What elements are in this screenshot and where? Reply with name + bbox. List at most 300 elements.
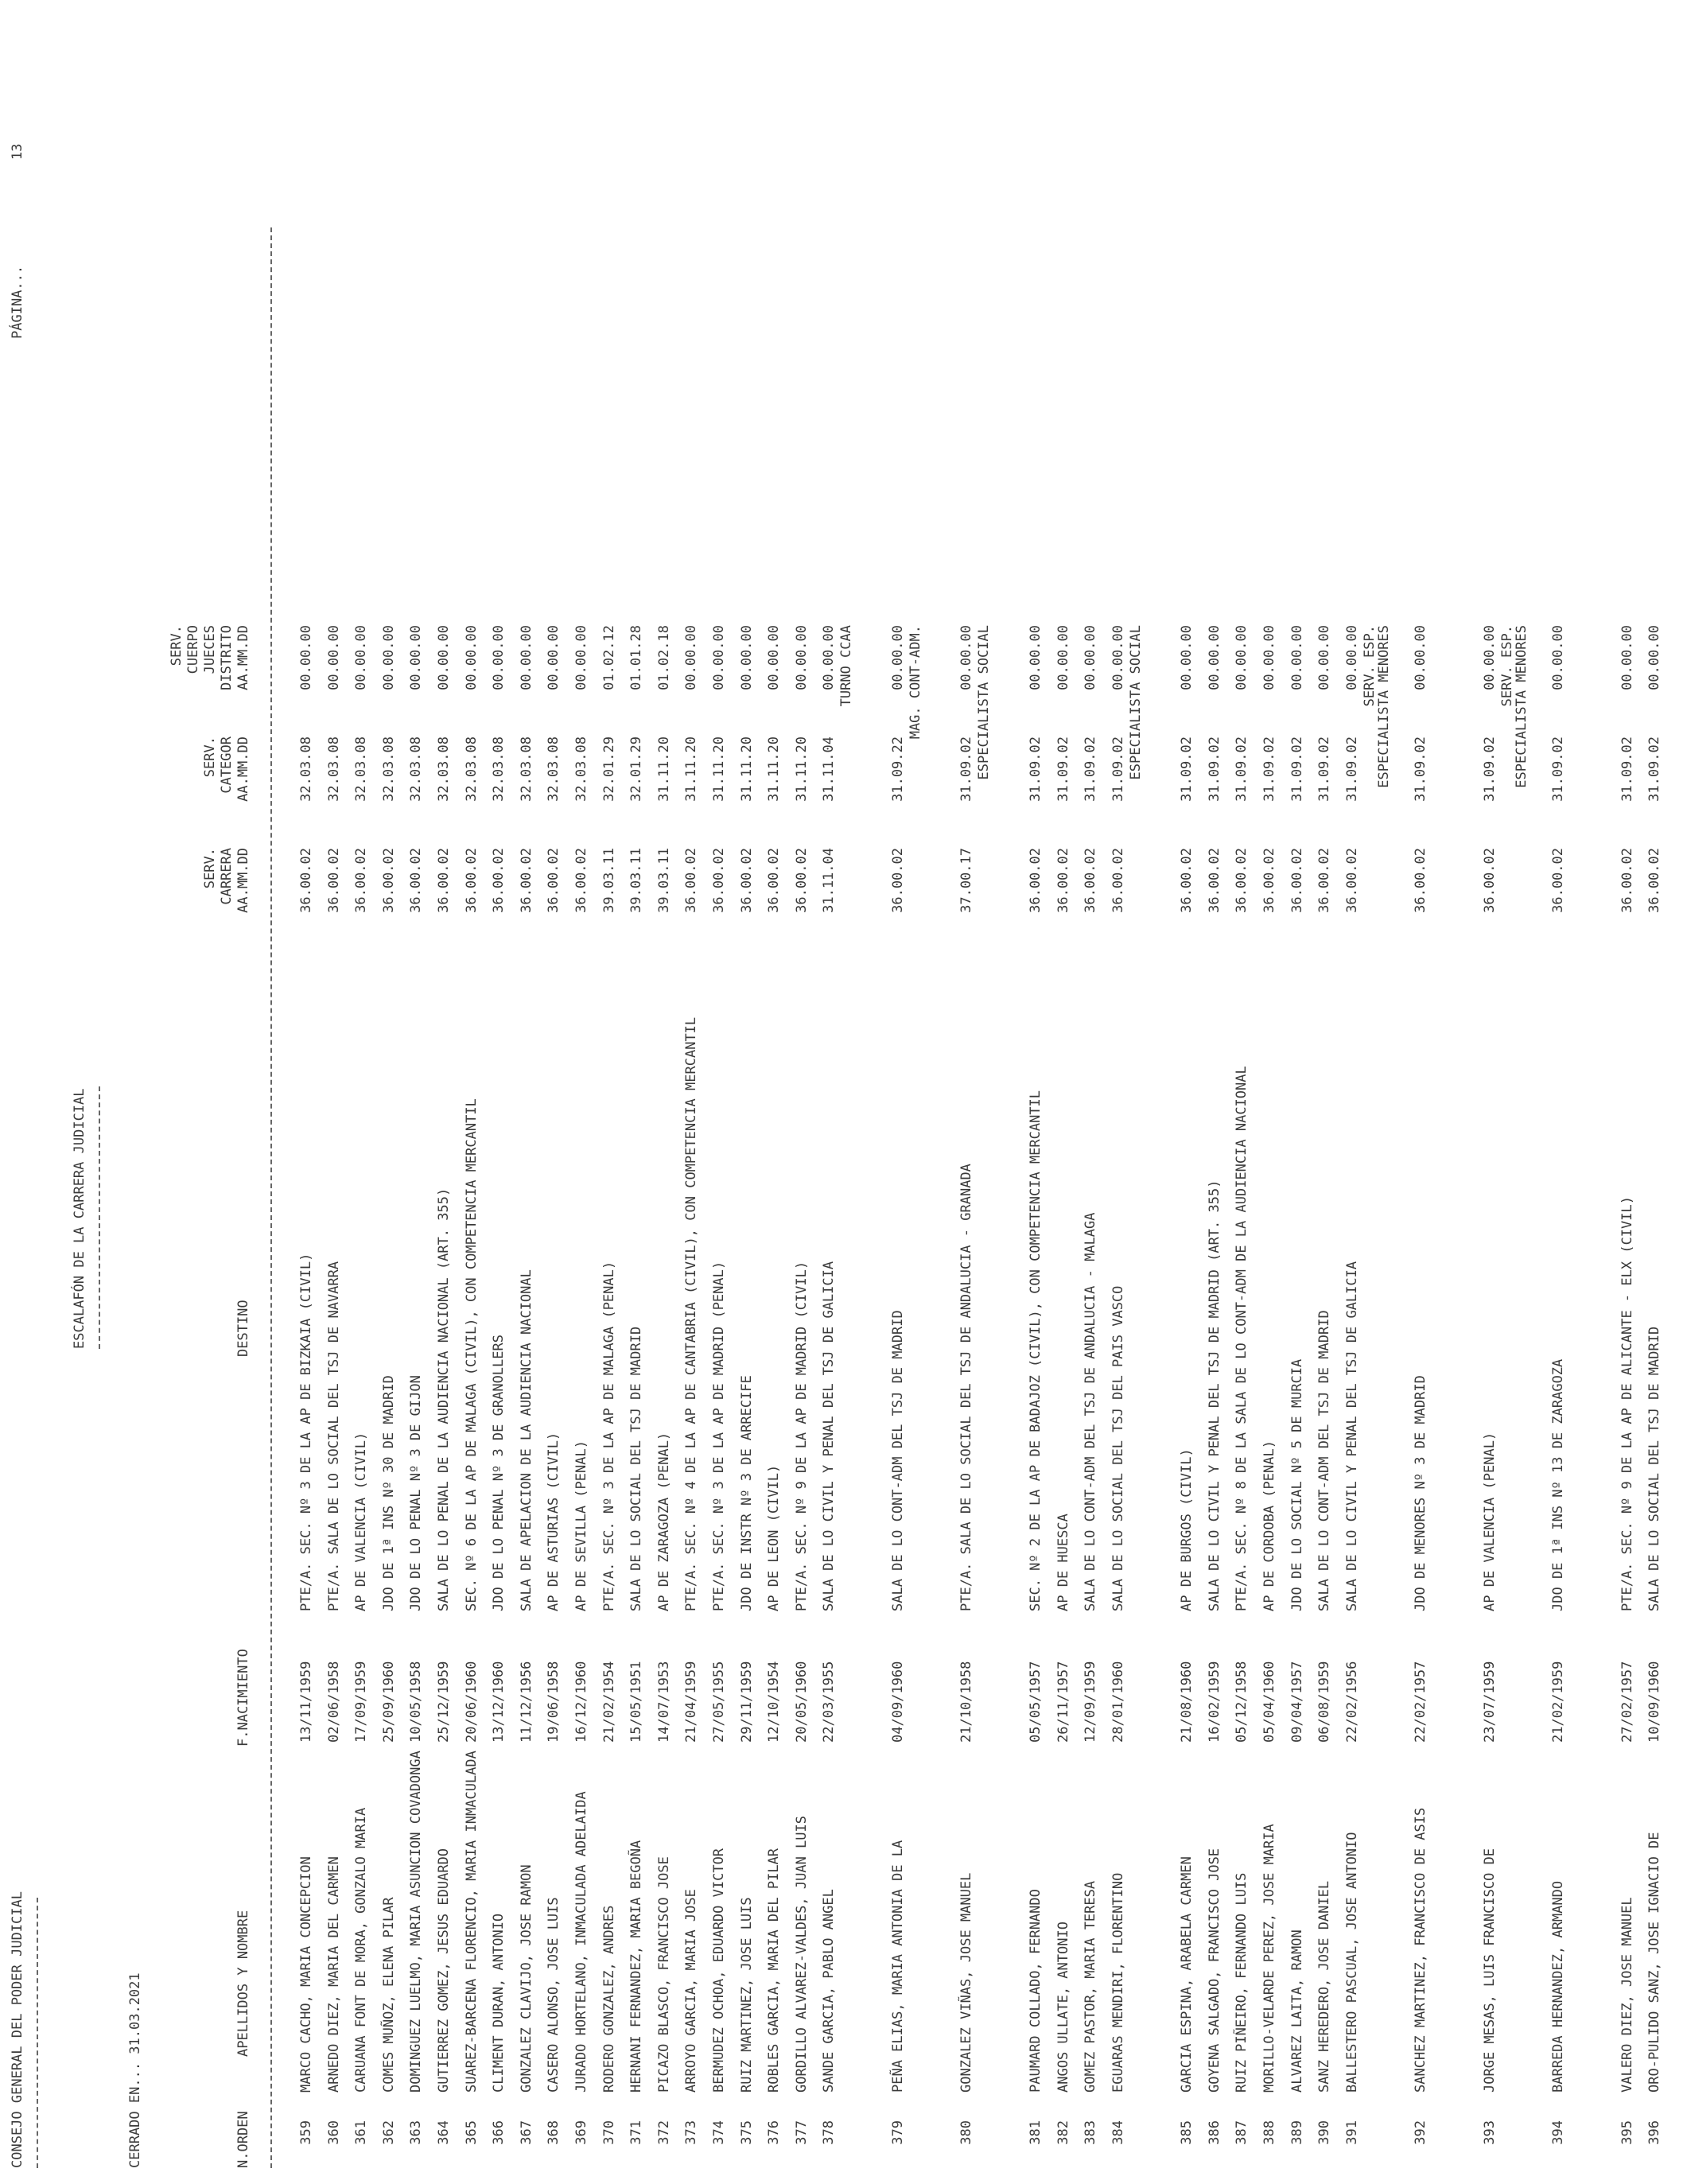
row-note: SERV. ESP. [1499, 625, 1515, 707]
row-destino: JDO DE INSTR Nº 3 DE ARRECIFE [738, 1375, 755, 1611]
row-serv-categoria: 32.03.08 [491, 736, 507, 802]
row-serv-distrito: 00.00.00 [738, 625, 755, 690]
row-serv-categoria: 31.09.02 [1055, 736, 1071, 802]
row-nombre: DOMINGUEZ LUELMO, MARIA ASUNCION COVADONGA [408, 1751, 425, 2093]
row-serv-distrito: 00.00.00 [958, 625, 975, 690]
org-name: CONSEJO GENERAL DEL PODER JUDICIAL [10, 1891, 25, 2168]
row-serv-categoria: 32.03.08 [518, 736, 535, 802]
row-orden: 368 [546, 2120, 562, 2145]
table-row [1646, 0, 1674, 2184]
row-nombre: MORILLO-VELARDE PEREZ, JOSE MARIA [1261, 1824, 1277, 2093]
row-serv-carrera: 36.00.02 [1234, 848, 1250, 913]
row-serv-distrito: 00.00.00 [380, 625, 397, 690]
row-nombre: RUIZ PIÑEIRO, FERNANDO LUIS [1234, 1872, 1250, 2093]
table-row [1289, 0, 1316, 2184]
row-note: ESPECIALISTA SOCIAL [976, 625, 993, 780]
row-serv-distrito: 00.00.00 [1481, 625, 1498, 690]
table-row [1110, 0, 1144, 2184]
row-serv-categoria: 31.09.02 [1619, 736, 1635, 802]
row-nombre: GONZALEZ CLAVIJO, JOSE RAMON [518, 1864, 535, 2093]
row-serv-categoria: 31.11.20 [655, 736, 672, 802]
col-categoria-2: CATEGOR [219, 736, 235, 794]
row-serv-distrito: 00.00.00 [1179, 625, 1195, 690]
row-serv-categoria: 31.11.20 [738, 736, 755, 802]
table-row [656, 0, 683, 2184]
table-row [766, 0, 793, 2184]
row-destino: PTE/A. SEC. Nº 8 DE LA SALA DE LO CONT-ADM DE LA AUDIENCIA NACIONAL [1234, 1066, 1250, 1611]
row-serv-categoria: 31.09.02 [1316, 736, 1333, 802]
row-nombre: GONZALEZ VIÑAS, JOSE MANUEL [958, 1872, 975, 2093]
row-nacimiento: 23/07/1959 [1481, 1661, 1498, 1743]
row-nombre: ARNEDO DIEZ, MARIA DEL CARMEN [325, 1856, 342, 2093]
row-nombre: BARREDA HERNANDEZ, ARMANDO [1550, 1880, 1567, 2093]
row-nombre: JORGE MESAS, LUIS FRANCISCO DE [1481, 1848, 1498, 2093]
row-serv-categoria: 32.03.08 [353, 736, 370, 802]
row-nacimiento: 27/02/1957 [1619, 1661, 1635, 1743]
row-serv-categoria: 31.11.20 [793, 736, 810, 802]
row-orden: 376 [766, 2120, 783, 2145]
row-serv-categoria: 31.09.22 [889, 736, 906, 802]
table-row [1481, 0, 1530, 2184]
row-destino: SALA DE LO CONT-ADM DEL TSJ DE MADRID [889, 1310, 906, 1611]
row-serv-carrera: 39.03.11 [601, 848, 617, 913]
row-note: SERV. ESP. [1361, 625, 1378, 707]
row-orden: 396 [1646, 2120, 1663, 2145]
table-row [711, 0, 738, 2184]
row-orden: 386 [1206, 2120, 1223, 2145]
row-orden: 374 [711, 2120, 727, 2145]
row-nacimiento: 05/12/1958 [1234, 1661, 1250, 1743]
row-serv-carrera: 36.00.02 [1550, 848, 1567, 913]
row-destino: SEC. Nº 2 DE LA AP DE BADAJOZ (CIVIL), CON COMPETENCIA MERCANTIL [1027, 1090, 1044, 1611]
row-serv-distrito: 00.00.00 [463, 625, 480, 690]
row-nacimiento: 25/09/1960 [380, 1661, 397, 1743]
row-destino: SEC. Nº 6 DE LA AP DE MALAGA (CIVIL), CON COMPETENCIA MERCANTIL [463, 1098, 480, 1611]
row-serv-categoria: 31.09.02 [1234, 736, 1250, 802]
row-nacimiento: 20/06/1960 [463, 1661, 480, 1743]
row-destino: JDO DE MENORES Nº 3 DE MADRID [1413, 1375, 1429, 1611]
row-note: ESPECIALISTA SOCIAL [1127, 625, 1144, 780]
row-serv-distrito: 00.00.00 [793, 625, 810, 690]
row-serv-categoria: 32.03.08 [546, 736, 562, 802]
row-destino: AP DE SEVILLA (PENAL) [573, 1440, 589, 1611]
row-serv-carrera: 36.00.02 [1206, 848, 1223, 913]
col-carrera-2: CARRERA [219, 848, 235, 905]
row-serv-categoria: 31.11.20 [766, 736, 783, 802]
row-orden: 372 [655, 2120, 672, 2145]
row-serv-categoria: 32.03.08 [325, 736, 342, 802]
table-row [1261, 0, 1289, 2184]
row-serv-carrera: 36.00.02 [1027, 848, 1044, 913]
row-destino: JDO DE LO SOCIAL Nº 5 DE MURCIA [1289, 1358, 1305, 1611]
row-serv-carrera: 36.00.02 [766, 848, 783, 913]
row-destino: SALA DE LO PENAL DE LA AUDIENCIA NACIONAL (ART. 355) [436, 1187, 452, 1611]
row-serv-distrito: 00.00.00 [1550, 625, 1567, 690]
row-serv-categoria: 32.01.29 [601, 736, 617, 802]
table-row [1207, 0, 1234, 2184]
row-serv-categoria: 31.09.02 [1179, 736, 1195, 802]
row-destino: PTE/A. SEC. Nº 9 DE LA AP DE MADRID (CIVIL) [793, 1261, 810, 1611]
row-nombre: HERNANI FERNANDEZ, MARIA BEGOÑA [628, 1840, 645, 2093]
row-serv-categoria: 32.03.08 [298, 736, 314, 802]
cerrado-date: CERRADO EN... 31.03.2021 [127, 1972, 143, 2168]
row-nacimiento: 19/06/1958 [546, 1661, 562, 1743]
row-serv-categoria: 32.03.08 [380, 736, 397, 802]
row-nombre: BALLESTERO PASCUAL, JOSE ANTONIO [1343, 1832, 1360, 2093]
row-serv-categoria: 31.09.02 [1343, 736, 1360, 802]
table-row [1179, 0, 1206, 2184]
row-destino: SALA DE LO SOCIAL DEL TSJ DEL PAIS VASCO [1110, 1285, 1126, 1611]
row-nacimiento: 12/10/1954 [766, 1661, 783, 1743]
col-distrito-1: SERV. [169, 625, 185, 666]
row-nombre: ROBLES GARCIA, MARIA DEL PILAR [766, 1848, 783, 2093]
row-orden: 387 [1234, 2120, 1250, 2145]
table-row [821, 0, 855, 2184]
row-serv-carrera: 36.00.02 [889, 848, 906, 913]
page-title: ESCALAFÓN DE LA CARRERA JUDICIAL [72, 1088, 87, 1349]
row-nombre: JURADO HORTELANO, INMACULADA ADELAIDA [573, 1791, 589, 2093]
row-nacimiento: 27/05/1955 [711, 1661, 727, 1743]
row-serv-distrito: 01.02.18 [655, 625, 672, 690]
row-orden: 385 [1179, 2120, 1195, 2145]
row-destino: JDO DE 1ª INS Nº 30 DE MADRID [380, 1375, 397, 1611]
row-serv-distrito: 00.00.00 [766, 625, 783, 690]
row-nacimiento: 13/11/1959 [298, 1661, 314, 1743]
row-nacimiento: 04/09/1960 [889, 1661, 906, 1743]
row-serv-distrito: 00.00.00 [518, 625, 535, 690]
table-row [546, 0, 573, 2184]
row-serv-distrito: 00.00.00 [1413, 625, 1429, 690]
row-nombre: ARROYO GARCIA, MARIA JOSE [683, 1889, 700, 2093]
table-row [491, 0, 518, 2184]
row-serv-distrito: 00.00.00 [546, 625, 562, 690]
row-serv-carrera: 36.00.02 [408, 848, 425, 913]
table-row [464, 0, 491, 2184]
col-carrera-3: AA.MM.DD [235, 848, 251, 913]
header-rule [270, 227, 272, 2168]
table-row [889, 0, 923, 2184]
row-nacimiento: 21/02/1959 [1550, 1661, 1567, 1743]
row-serv-carrera: 36.00.02 [380, 848, 397, 913]
row-serv-categoria: 31.09.02 [1110, 736, 1126, 802]
row-orden: 379 [889, 2120, 906, 2145]
row-nacimiento: 21/10/1958 [958, 1661, 975, 1743]
row-orden: 384 [1110, 2120, 1126, 2145]
row-serv-distrito: 00.00.00 [683, 625, 700, 690]
title-underline [99, 1086, 100, 1349]
row-serv-carrera: 36.00.02 [1261, 848, 1277, 913]
row-destino: PTE/A. SALA DE LO SOCIAL DEL TSJ DE NAVARRA [325, 1261, 342, 1611]
col-nombre: APELLIDOS Y NOMBRE [235, 1910, 251, 2057]
row-nacimiento: 05/04/1960 [1261, 1661, 1277, 1743]
row-note: ESPECIALISTA MENORES [1513, 625, 1530, 788]
row-serv-carrera: 36.00.02 [1179, 848, 1195, 913]
row-serv-categoria: 32.01.29 [628, 736, 645, 802]
row-nombre: ALVAREZ LAITA, RAMON [1289, 1929, 1305, 2093]
row-nacimiento: 26/11/1957 [1055, 1661, 1071, 1743]
row-serv-distrito: 01.02.12 [601, 625, 617, 690]
row-serv-carrera: 36.00.02 [436, 848, 452, 913]
row-note: TURNO CCAA [838, 625, 855, 707]
row-serv-carrera: 36.00.02 [1083, 848, 1099, 913]
table-row [794, 0, 821, 2184]
row-serv-distrito: 00.00.00 [408, 625, 425, 690]
row-serv-categoria: 31.09.02 [1206, 736, 1223, 802]
table-row [353, 0, 380, 2184]
row-serv-distrito: 00.00.00 [1234, 625, 1250, 690]
row-nacimiento: 06/08/1959 [1316, 1661, 1333, 1743]
row-serv-distrito: 00.00.00 [436, 625, 452, 690]
table-row [408, 0, 435, 2184]
row-serv-carrera: 36.00.02 [298, 848, 314, 913]
table-row [1619, 0, 1646, 2184]
table-row [628, 0, 655, 2184]
row-serv-categoria: 31.11.20 [683, 736, 700, 802]
row-serv-carrera: 36.00.02 [738, 848, 755, 913]
row-serv-categoria: 31.09.02 [1550, 736, 1567, 802]
row-serv-carrera: 36.00.02 [711, 848, 727, 913]
col-distrito-5: AA.MM.DD [235, 625, 251, 690]
row-nombre: SANCHEZ MARTINEZ, FRANCISCO DE ASIS [1413, 1807, 1429, 2093]
row-destino: SALA DE LO CONT-ADM DEL TSJ DE ANDALUCIA - MALAGA [1083, 1212, 1099, 1611]
row-serv-distrito: 00.00.00 [1110, 625, 1126, 690]
row-nombre: GOYENA SALGADO, FRANCISCO JOSE [1206, 1848, 1223, 2093]
row-serv-categoria: 32.03.08 [573, 736, 589, 802]
row-serv-distrito: 00.00.00 [1619, 625, 1635, 690]
row-orden: 360 [325, 2120, 342, 2145]
row-nacimiento: 12/09/1959 [1083, 1661, 1099, 1743]
row-orden: 389 [1289, 2120, 1305, 2145]
col-distrito-4: DISTRITO [219, 625, 235, 690]
row-orden: 382 [1055, 2120, 1071, 2145]
row-nombre: COMES MUÑOZ, ELENA PILAR [380, 1897, 397, 2093]
row-serv-distrito: 00.00.00 [711, 625, 727, 690]
row-serv-categoria: 31.09.02 [1413, 736, 1429, 802]
row-orden: 371 [628, 2120, 645, 2145]
row-nombre: EGUARAS MENDIRI, FLORENTINO [1110, 1872, 1126, 2093]
row-serv-distrito: 00.00.00 [1316, 625, 1333, 690]
row-nacimiento: 21/02/1954 [601, 1661, 617, 1743]
row-orden: 359 [298, 2120, 314, 2145]
row-serv-carrera: 36.00.02 [1289, 848, 1305, 913]
row-serv-categoria: 31.11.04 [821, 736, 838, 802]
row-destino: AP DE VALENCIA (CIVIL) [353, 1432, 370, 1611]
row-serv-categoria: 31.09.02 [1289, 736, 1305, 802]
table-row [1316, 0, 1343, 2184]
row-orden: 369 [573, 2120, 589, 2145]
row-orden: 363 [408, 2120, 425, 2145]
row-serv-carrera: 36.00.02 [463, 848, 480, 913]
row-serv-carrera: 36.00.02 [1619, 848, 1635, 913]
row-note: ESPECIALISTA MENORES [1375, 625, 1392, 788]
row-nombre: SANZ HEREDERO, JOSE DANIEL [1316, 1880, 1333, 2093]
row-serv-distrito: 01.01.28 [628, 625, 645, 690]
row-orden: 388 [1261, 2120, 1277, 2145]
row-serv-categoria: 31.11.20 [711, 736, 727, 802]
row-orden: 367 [518, 2120, 535, 2145]
row-serv-carrera: 36.00.02 [683, 848, 700, 913]
row-orden: 390 [1316, 2120, 1333, 2145]
org-underline [37, 1898, 38, 2168]
row-note: MAG. CONT-ADM. [907, 625, 923, 740]
row-nacimiento: 21/08/1960 [1179, 1661, 1195, 1743]
row-orden: 381 [1027, 2120, 1044, 2145]
row-destino: AP DE HUESCA [1055, 1514, 1071, 1611]
row-destino: PTE/A. SEC. Nº 3 DE LA AP DE MALAGA (PENAL) [601, 1261, 617, 1611]
row-orden: 375 [738, 2120, 755, 2145]
row-serv-distrito: 00.00.00 [1083, 625, 1099, 690]
row-serv-carrera: 37.00.17 [958, 848, 975, 913]
row-nombre: ORO-PULIDO SANZ, JOSE IGNACIO DE [1646, 1832, 1663, 2093]
row-serv-distrito: 00.00.00 [1343, 625, 1360, 690]
table-row [1028, 0, 1055, 2184]
row-destino: AP DE CORDOBA (PENAL) [1261, 1440, 1277, 1611]
row-destino: AP DE LEON (CIVIL) [766, 1464, 783, 1611]
row-destino: PTE/A. SEC. Nº 9 DE LA AP DE ALICANTE - ELX (CIVIL) [1619, 1196, 1635, 1611]
row-serv-distrito: 00.00.00 [325, 625, 342, 690]
row-serv-carrera: 36.00.02 [1481, 848, 1498, 913]
row-nacimiento: 22/03/1955 [821, 1661, 838, 1743]
row-nombre: PICAZO BLASCO, FRANCISCO JOSE [655, 1856, 672, 2093]
row-orden: 373 [683, 2120, 700, 2145]
row-orden: 361 [353, 2120, 370, 2145]
row-nacimiento: 13/12/1960 [491, 1661, 507, 1743]
row-orden: 380 [958, 2120, 975, 2145]
row-orden: 393 [1481, 2120, 1498, 2145]
row-serv-categoria: 31.09.02 [1646, 736, 1663, 802]
table-row [683, 0, 710, 2184]
row-serv-carrera: 36.00.02 [793, 848, 810, 913]
table-row [958, 0, 993, 2184]
row-serv-carrera: 36.00.02 [573, 848, 589, 913]
row-nombre: PAUMARD COLLADO, FERNANDO [1027, 1889, 1044, 2093]
row-serv-carrera: 39.03.11 [628, 848, 645, 913]
table-row [436, 0, 463, 2184]
table-row [1550, 0, 1577, 2184]
row-destino: JDO DE LO PENAL Nº 3 DE GRANOLLERS [491, 1335, 507, 1611]
col-distrito-2: CUERPO [185, 625, 201, 674]
row-destino: SALA DE LO SOCIAL DEL TSJ DE MADRID [628, 1326, 645, 1611]
row-serv-distrito: 00.00.00 [298, 625, 314, 690]
row-serv-distrito: 00.00.00 [1027, 625, 1044, 690]
row-serv-distrito: 00.00.00 [889, 625, 906, 690]
row-destino: AP DE ZARAGOZA (PENAL) [655, 1432, 672, 1611]
table-row [1055, 0, 1083, 2184]
row-destino: SALA DE LO CIVIL Y PENAL DEL TSJ DE GALICIA [821, 1261, 838, 1611]
col-categoria-1: SERV. [202, 736, 218, 778]
row-nacimiento: 22/02/1957 [1413, 1661, 1429, 1743]
row-serv-carrera: 36.00.02 [1343, 848, 1360, 913]
row-serv-distrito: 00.00.00 [1206, 625, 1223, 690]
row-destino: PTE/A. SEC. Nº 4 DE LA AP DE CANTABRIA (CIVIL), CON COMPETENCIA MERCANTIL [683, 1016, 700, 1611]
row-orden: 366 [491, 2120, 507, 2145]
row-serv-categoria: 31.09.02 [1481, 736, 1498, 802]
row-serv-categoria: 31.09.02 [1027, 736, 1044, 802]
row-nacimiento: 28/01/1960 [1110, 1661, 1126, 1743]
row-nombre: GUTIERREZ GOMEZ, JESUS EDUARDO [436, 1848, 452, 2093]
row-nombre: CLIMENT DURAN, ANTONIO [491, 1913, 507, 2093]
row-nacimiento: 05/05/1957 [1027, 1661, 1044, 1743]
page-number: 13 [10, 143, 25, 160]
row-serv-carrera: 36.00.02 [325, 848, 342, 913]
table-row [326, 0, 353, 2184]
table-row [601, 0, 628, 2184]
row-nacimiento: 25/12/1959 [436, 1661, 452, 1743]
row-nombre: VALERO DIEZ, JOSE MANUEL [1619, 1897, 1635, 2093]
row-nombre: PEÑA ELIAS, MARIA ANTONIA DE LA [889, 1840, 906, 2093]
row-orden: 362 [380, 2120, 397, 2145]
row-serv-distrito: 00.00.00 [1289, 625, 1305, 690]
row-orden: 391 [1343, 2120, 1360, 2145]
row-nacimiento: 16/02/1959 [1206, 1661, 1223, 1743]
row-serv-carrera: 31.11.04 [821, 848, 838, 913]
row-nacimiento: 02/06/1958 [325, 1661, 342, 1743]
row-nombre: GOMEZ PASTOR, MARIA TERESA [1083, 1880, 1099, 2093]
row-destino: SALA DE APELACION DE LA AUDIENCIA NACIONAL [518, 1269, 535, 1611]
row-serv-carrera: 36.00.02 [1646, 848, 1663, 913]
row-nacimiento: 16/12/1960 [573, 1661, 589, 1743]
row-destino: AP DE BURGOS (CIVIL) [1179, 1448, 1195, 1611]
row-destino: PTE/A. SEC. Nº 3 DE LA AP DE BIZKAIA (CIVIL) [298, 1253, 314, 1611]
col-orden: N.ORDEN [235, 2111, 251, 2168]
row-nombre: SANDE GARCIA, PABLO ANGEL [821, 1889, 838, 2093]
row-serv-categoria: 31.09.02 [1083, 736, 1099, 802]
row-nacimiento: 20/05/1960 [793, 1661, 810, 1743]
row-destino: AP DE ASTURIAS (CIVIL) [546, 1432, 562, 1611]
row-nacimiento: 09/04/1957 [1289, 1661, 1305, 1743]
page-label: PÁGINA... [10, 265, 25, 339]
row-nacimiento: 14/07/1953 [655, 1661, 672, 1743]
row-destino: SALA DE LO CIVIL Y PENAL DEL TSJ DE GALICIA [1343, 1261, 1360, 1611]
col-nacimiento: F.NACIMIENTO [235, 1649, 251, 1747]
row-nacimiento: 17/09/1959 [353, 1661, 370, 1743]
row-nombre: RUIZ MARTINEZ, JOSE LUIS [738, 1897, 755, 2093]
table-row [573, 0, 601, 2184]
table-row [1343, 0, 1392, 2184]
row-nombre: ANGOS ULLATE, ANTONIO [1055, 1922, 1071, 2093]
row-destino: PTE/A. SALA DE LO SOCIAL DEL TSJ DE ANDALUCIA - GRANADA [958, 1164, 975, 1611]
row-serv-categoria: 32.03.08 [436, 736, 452, 802]
row-nacimiento: 29/11/1959 [738, 1661, 755, 1743]
row-orden: 365 [463, 2120, 480, 2145]
row-serv-carrera: 36.00.02 [546, 848, 562, 913]
row-destino: JDO DE 1ª INS Nº 13 DE ZARAGOZA [1550, 1358, 1567, 1611]
row-nacimiento: 11/12/1956 [518, 1661, 535, 1743]
table-row [739, 0, 766, 2184]
row-destino: JDO DE LO PENAL Nº 3 DE GIJON [408, 1375, 425, 1611]
row-nacimiento: 10/05/1958 [408, 1661, 425, 1743]
table-row [1083, 0, 1110, 2184]
row-serv-distrito: 00.00.00 [353, 625, 370, 690]
row-orden: 383 [1083, 2120, 1099, 2145]
table-row [381, 0, 408, 2184]
row-nombre: BERMUDEZ OCHOA, EDUARDO VICTOR [711, 1848, 727, 2093]
row-serv-distrito: 00.00.00 [1646, 625, 1663, 690]
row-serv-categoria: 31.09.02 [1261, 736, 1277, 802]
row-orden: 378 [821, 2120, 838, 2145]
row-serv-carrera: 36.00.02 [1055, 848, 1071, 913]
row-serv-categoria: 32.03.08 [463, 736, 480, 802]
row-serv-distrito: 00.00.00 [573, 625, 589, 690]
row-nombre: GARCIA ESPINA, ARABELA CARMEN [1179, 1856, 1195, 2093]
table-row [298, 0, 325, 2184]
row-orden: 395 [1619, 2120, 1635, 2145]
row-nombre: RODERO GONZALEZ, ANDRES [601, 1905, 617, 2093]
row-serv-distrito: 00.00.00 [1055, 625, 1071, 690]
row-serv-carrera: 36.00.02 [491, 848, 507, 913]
col-carrera-1: SERV. [202, 848, 218, 889]
row-serv-carrera: 36.00.02 [518, 848, 535, 913]
